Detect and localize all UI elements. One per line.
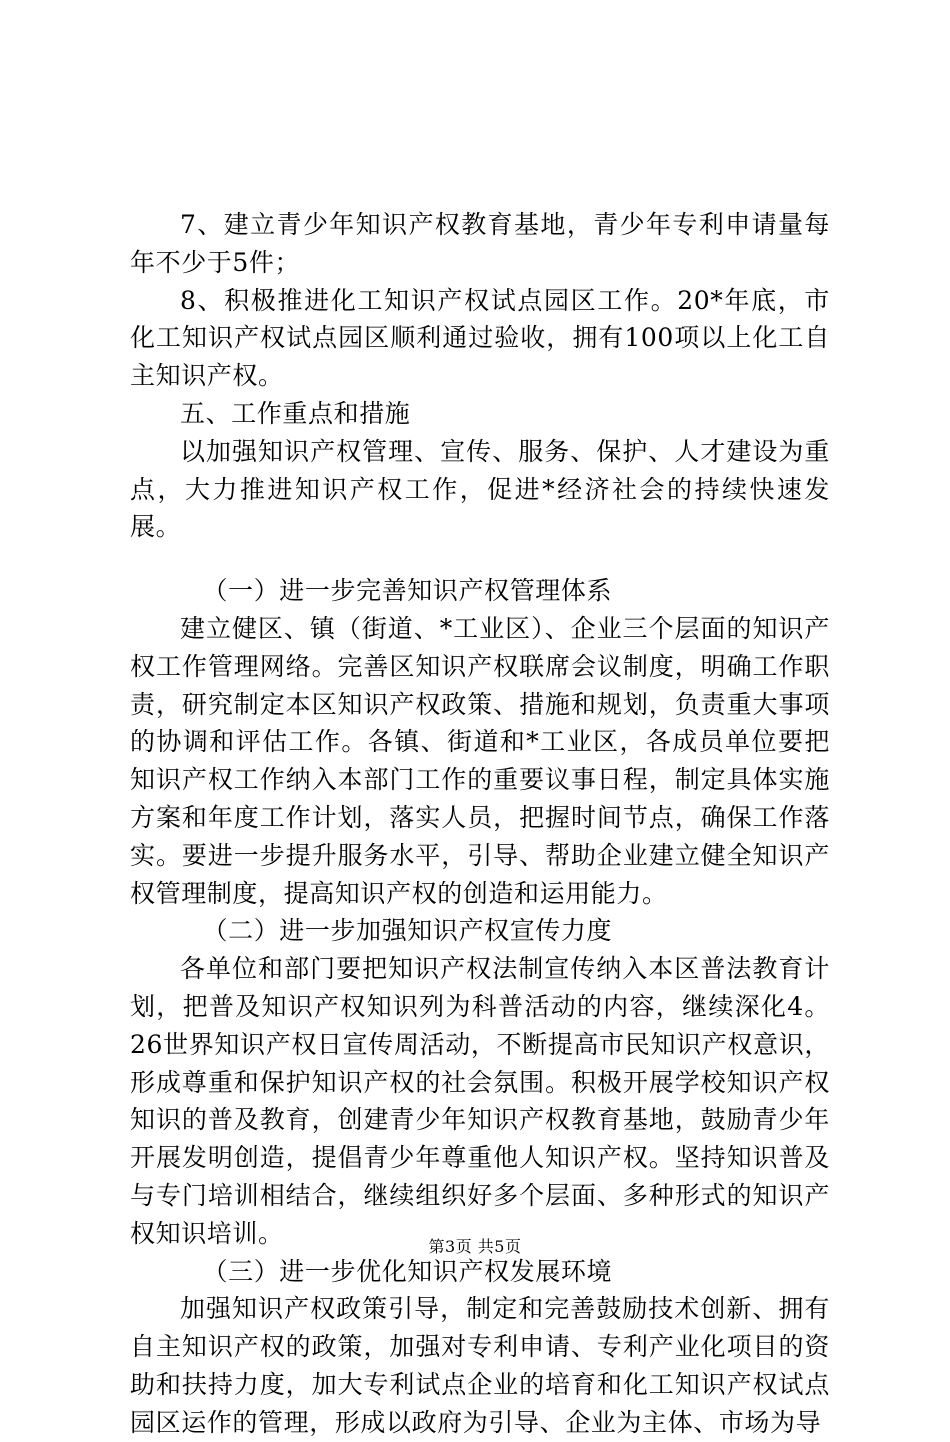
subsection-paragraph-3: 加强知识产权政策引导，制定和完善鼓励技术创新、拥有自主知识产权的政策，加强对专利申请、专利产业化项目的资助和扶持力度，加大专利试点企业的培育和化工知识产权试点园区运作的管理，形成以政府为引导、企业为主体、市场为导 — [130, 1294, 830, 1437]
paragraph-item-8: 8、积极推进化工知识产权试点园区工作。20*年底，市化工知识产权试点园区顺利通过验收，拥有100项以上化工自主知识产权。 — [130, 285, 830, 391]
section-intro-paragraph: 以加强知识产权管理、宣传、服务、保护、人才建设为重点，大力推进知识产权工作，促进*经济社会的持续快速发展。 — [130, 436, 830, 542]
section-heading-5: 五、工作重点和措施 — [180, 398, 411, 428]
subsection-heading-3: （三）进一步优化知识产权发展环境 — [202, 1256, 613, 1286]
subsection-heading-2: （二）进一步加强知识产权宣传力度 — [202, 916, 613, 946]
subsection-paragraph-1: 建立健区、镇（街道、*工业区）、企业三个层面的知识产权工作管理网络。完善区知识产权联席会议制度，明确工作职责，研究制定本区知识产权政策、措施和规划，负责重大事项的协调和评估工作。各镇、街道和*工业区，各成员单位要把知识产权工作纳入本部门工作的重要议事日程，制定具体实施方案和年度工作计划，落实人员，把握时间节点，确保工作落实。要进一步提升服务水平，引导、帮助企业建立健全知识产权管理制度，提高知识产权的创造和运用能力。 — [130, 613, 830, 908]
paragraph-spacer — [130, 546, 830, 572]
subsection-paragraph-2: 各单位和部门要把知识产权法制宣传纳入本区普法教育计划，把普及知识产权知识列为科普活动的内容，继续深化4。26世界知识产权日宣传周活动，不断提高市民知识产权意识，形成尊重和保护知识产权的社会氛围。积极开展学校知识产权知识的普及教育，创建青少年知识产权教育基地，鼓励青少年开展发明创造，提倡青少年尊重他人知识产权。坚持知识普及与专门培训相结合，继续组织好多个层面、多种形式的知识产权知识培训。 — [130, 954, 830, 1248]
page-number-label: 第3页 共5页 — [428, 1237, 522, 1256]
page-footer — [0, 1234, 950, 1257]
paragraph-item-7: 7、建立青少年知识产权教育基地，青少年专利申请量每年不少于5件； — [130, 210, 830, 277]
subsection-heading-1: （一）进一步完善知识产权管理体系 — [202, 576, 613, 606]
